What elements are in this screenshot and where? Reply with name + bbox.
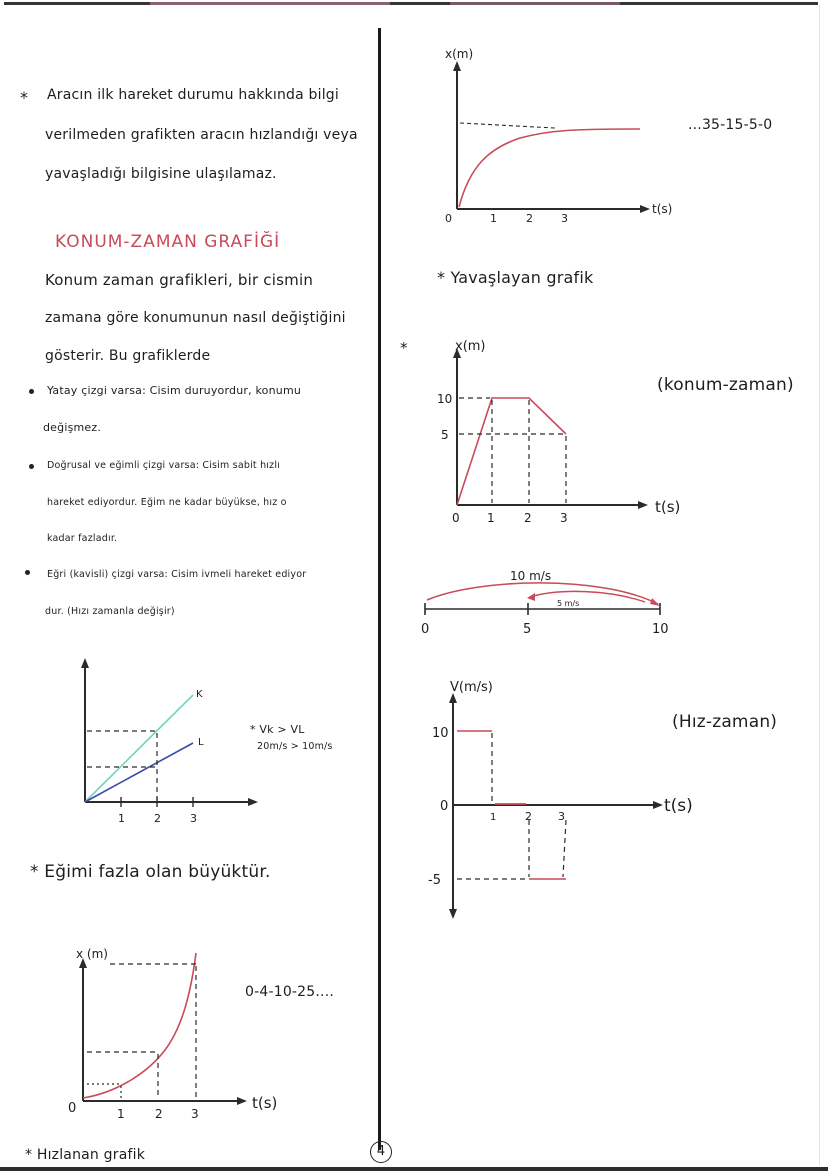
speed-label: 10 m/s (510, 569, 552, 583)
bullet-line: kadar fazladır. (47, 533, 118, 544)
xtick: 1 (490, 212, 497, 225)
ytick: 0 (440, 799, 449, 814)
bullet-line: Yatay çizgi varsa: Cisim duruyordur, konumu (47, 384, 302, 397)
note-marker: * (20, 88, 29, 107)
tick-label: 0 (421, 622, 430, 637)
accel-sequence-note: 0-4-10-25.... (245, 984, 334, 1000)
origin-label: 0 (68, 1101, 77, 1116)
ylabel: x(m) (445, 47, 474, 61)
intro-line: gösterir. Bu grafiklerde (45, 348, 211, 364)
xtick: 3 (560, 511, 568, 525)
speed-label: 5 m/s (557, 599, 580, 608)
xtick: 2 (526, 212, 533, 225)
slope-note: * Eğimi fazla olan büyüktür. (30, 862, 271, 882)
velocity-time-label: (Hız-zaman) (672, 712, 778, 732)
decel-caption: * Yavaşlayan grafik (437, 268, 594, 287)
xlabel: t(s) (252, 1094, 278, 1112)
xtick: 1 (118, 812, 125, 825)
page-number: 4 (370, 1141, 392, 1163)
ylabel: x (m) (76, 947, 108, 961)
ylabel: x(m) (455, 339, 486, 354)
ytick: -5 (428, 873, 441, 888)
position-time-label: (konum-zaman) (657, 375, 794, 395)
bullet-line: hareket ediyordur. Eğim ne kadar büyükse, hız o (47, 497, 287, 508)
xtick: 1 (117, 1107, 125, 1121)
xtick: 3 (558, 810, 565, 823)
decel-sequence-note: ...35-15-5-0 (688, 117, 773, 133)
bullet-line: Eğri (kavisli) çizgi varsa: Cisim ivmeli hareket ediyor (47, 569, 307, 580)
tick-label: 5 (523, 622, 532, 637)
note-line: verilmeden grafikten aracın hızlandığı veya (45, 127, 358, 143)
bullet-line: Doğrusal ve eğimli çizgi varsa: Cisim sabit hızlı (47, 460, 280, 471)
section-title: KONUM-ZAMAN GRAFİĞİ (55, 232, 281, 252)
xtick: 2 (155, 1107, 163, 1121)
bullet-line: dur. (Hızı zamanla değişir) (45, 606, 175, 617)
xtick: 3 (190, 812, 197, 825)
xtick: 2 (525, 810, 532, 823)
xtick: 2 (524, 511, 532, 525)
origin-label: 0 (452, 511, 460, 525)
ylabel: V(m/s) (450, 680, 493, 695)
xtick: 3 (191, 1107, 199, 1121)
xtick: 2 (154, 812, 161, 825)
kl-note: 20m/s > 10m/s (257, 741, 333, 752)
xlabel: t(s) (655, 498, 681, 516)
xtick: 3 (561, 212, 568, 225)
bullet-line: değişmez. (43, 421, 102, 434)
xtick: 1 (487, 511, 495, 525)
xlabel: t(s) (664, 796, 693, 816)
series-label-k: K (196, 689, 203, 700)
intro-line: Konum zaman grafikleri, bir cismin (45, 271, 314, 289)
accel-caption: * Hızlanan grafik (25, 1147, 146, 1163)
kl-note: * Vk > VL (250, 723, 305, 736)
origin-label: 0 (445, 212, 452, 225)
star-marker: * (400, 339, 408, 357)
ytick: 10 (437, 392, 453, 406)
intro-line: zamana göre konumunun nasıl değiştiğini (45, 310, 346, 326)
series-label-l: L (198, 737, 204, 748)
ytick: 10 (432, 726, 449, 741)
xtick: 1 (490, 812, 497, 823)
tick-label: 10 (652, 622, 669, 637)
xlabel: t(s) (652, 202, 673, 216)
note-line: yavaşladığı bilgisine ulaşılamaz. (45, 166, 277, 182)
ytick: 5 (441, 428, 449, 442)
note-line: Aracın ilk hareket durumu hakkında bilgi (47, 87, 339, 103)
